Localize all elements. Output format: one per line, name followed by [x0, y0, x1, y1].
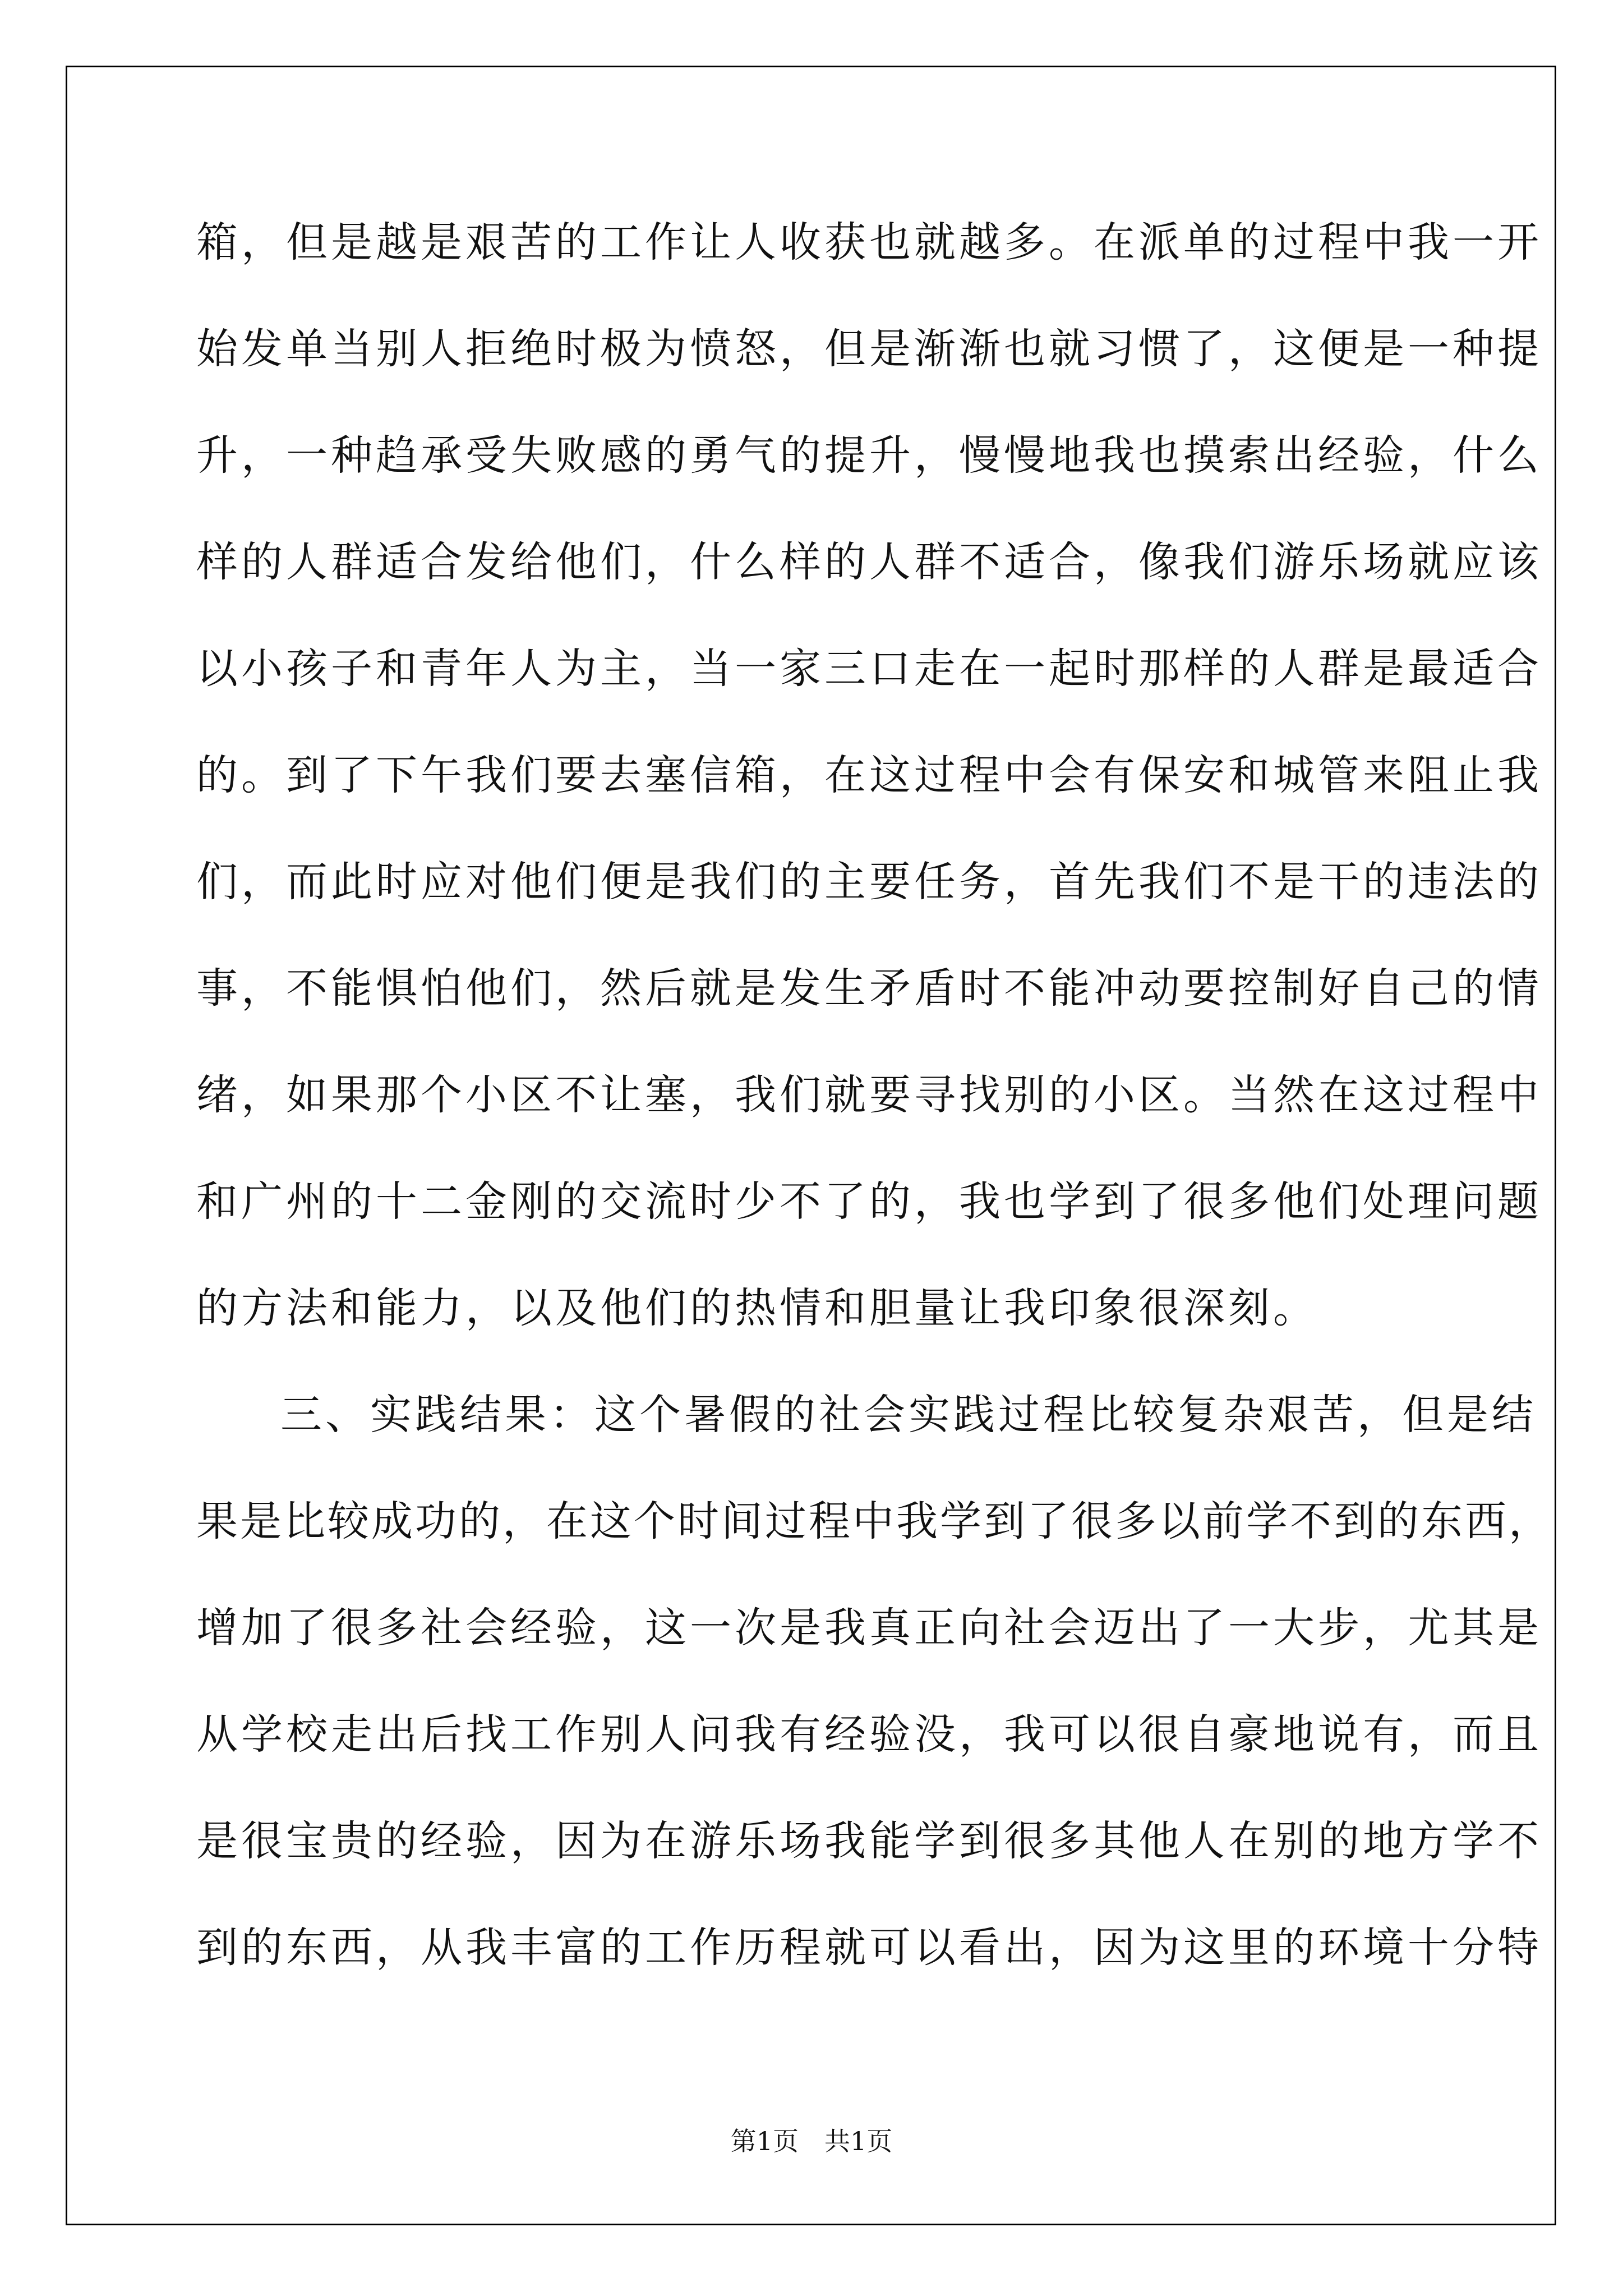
text-line: 的。到了下午我们要去塞信箱，在这过程中会有保安和城管来阻止我: [196, 751, 1542, 799]
text-line: 是很宝贵的经验，因为在游乐场我能学到很多其他人在别的地方学不: [196, 1817, 1542, 1865]
text-line: 的方法和能力，以及他们的热情和胆量让我印象很深刻。: [196, 1284, 1318, 1332]
document-body: [196, 213, 1552, 2025]
text-line: 到的东西，从我丰富的工作历程就可以看出，因为这里的环境十分特: [196, 1924, 1542, 1972]
page-total: 共1页: [824, 2126, 893, 2156]
text-line: 事，不能惧怕他们，然后就是发生矛盾时不能冲动要控制好自己的情: [196, 964, 1542, 1013]
text-line: 绪，如果那个小区不让塞，我们就要寻找别的小区。当然在这过程中: [196, 1071, 1542, 1119]
text-line: 样的人群适合发给他们，什么样的人群不适合，像我们游乐场就应该: [196, 538, 1542, 586]
text-line: 始发单当别人拒绝时极为愤怒，但是渐渐也就习惯了，这便是一种提: [196, 325, 1542, 373]
text-line: 和广州的十二金刚的交流时少不了的，我也学到了很多他们处理问题: [196, 1177, 1542, 1226]
text-line: 升，一种趋承受失败感的勇气的提升，慢慢地我也摸索出经验，什么: [196, 431, 1542, 480]
page-number: 第1页: [730, 2126, 799, 2156]
text-line: 们，而此时应对他们便是我们的主要任务，首先我们不是干的违法的: [196, 858, 1542, 906]
text-line: 从学校走出后找工作别人问我有经验没，我可以很自豪地说有，而且: [196, 1710, 1542, 1759]
section-heading-line: 三、实践结果：这个暑假的社会实践过程比较复杂艰苦，但是结: [280, 1391, 1537, 1439]
text-line: 以小孩子和青年人为主，当一家三口走在一起时那样的人群是最适合: [196, 645, 1542, 693]
page-footer: [0, 2124, 1623, 2158]
text-line: 箱，但是越是艰苦的工作让人收获也就越多。在派单的过程中我一开: [196, 218, 1542, 266]
text-line: 果是比较成功的，在这个时间过程中我学到了很多以前学不到的东西，: [196, 1497, 1552, 1545]
text-line: 增加了很多社会经验，这一次是我真正向社会迈出了一大步，尤其是: [196, 1604, 1542, 1652]
